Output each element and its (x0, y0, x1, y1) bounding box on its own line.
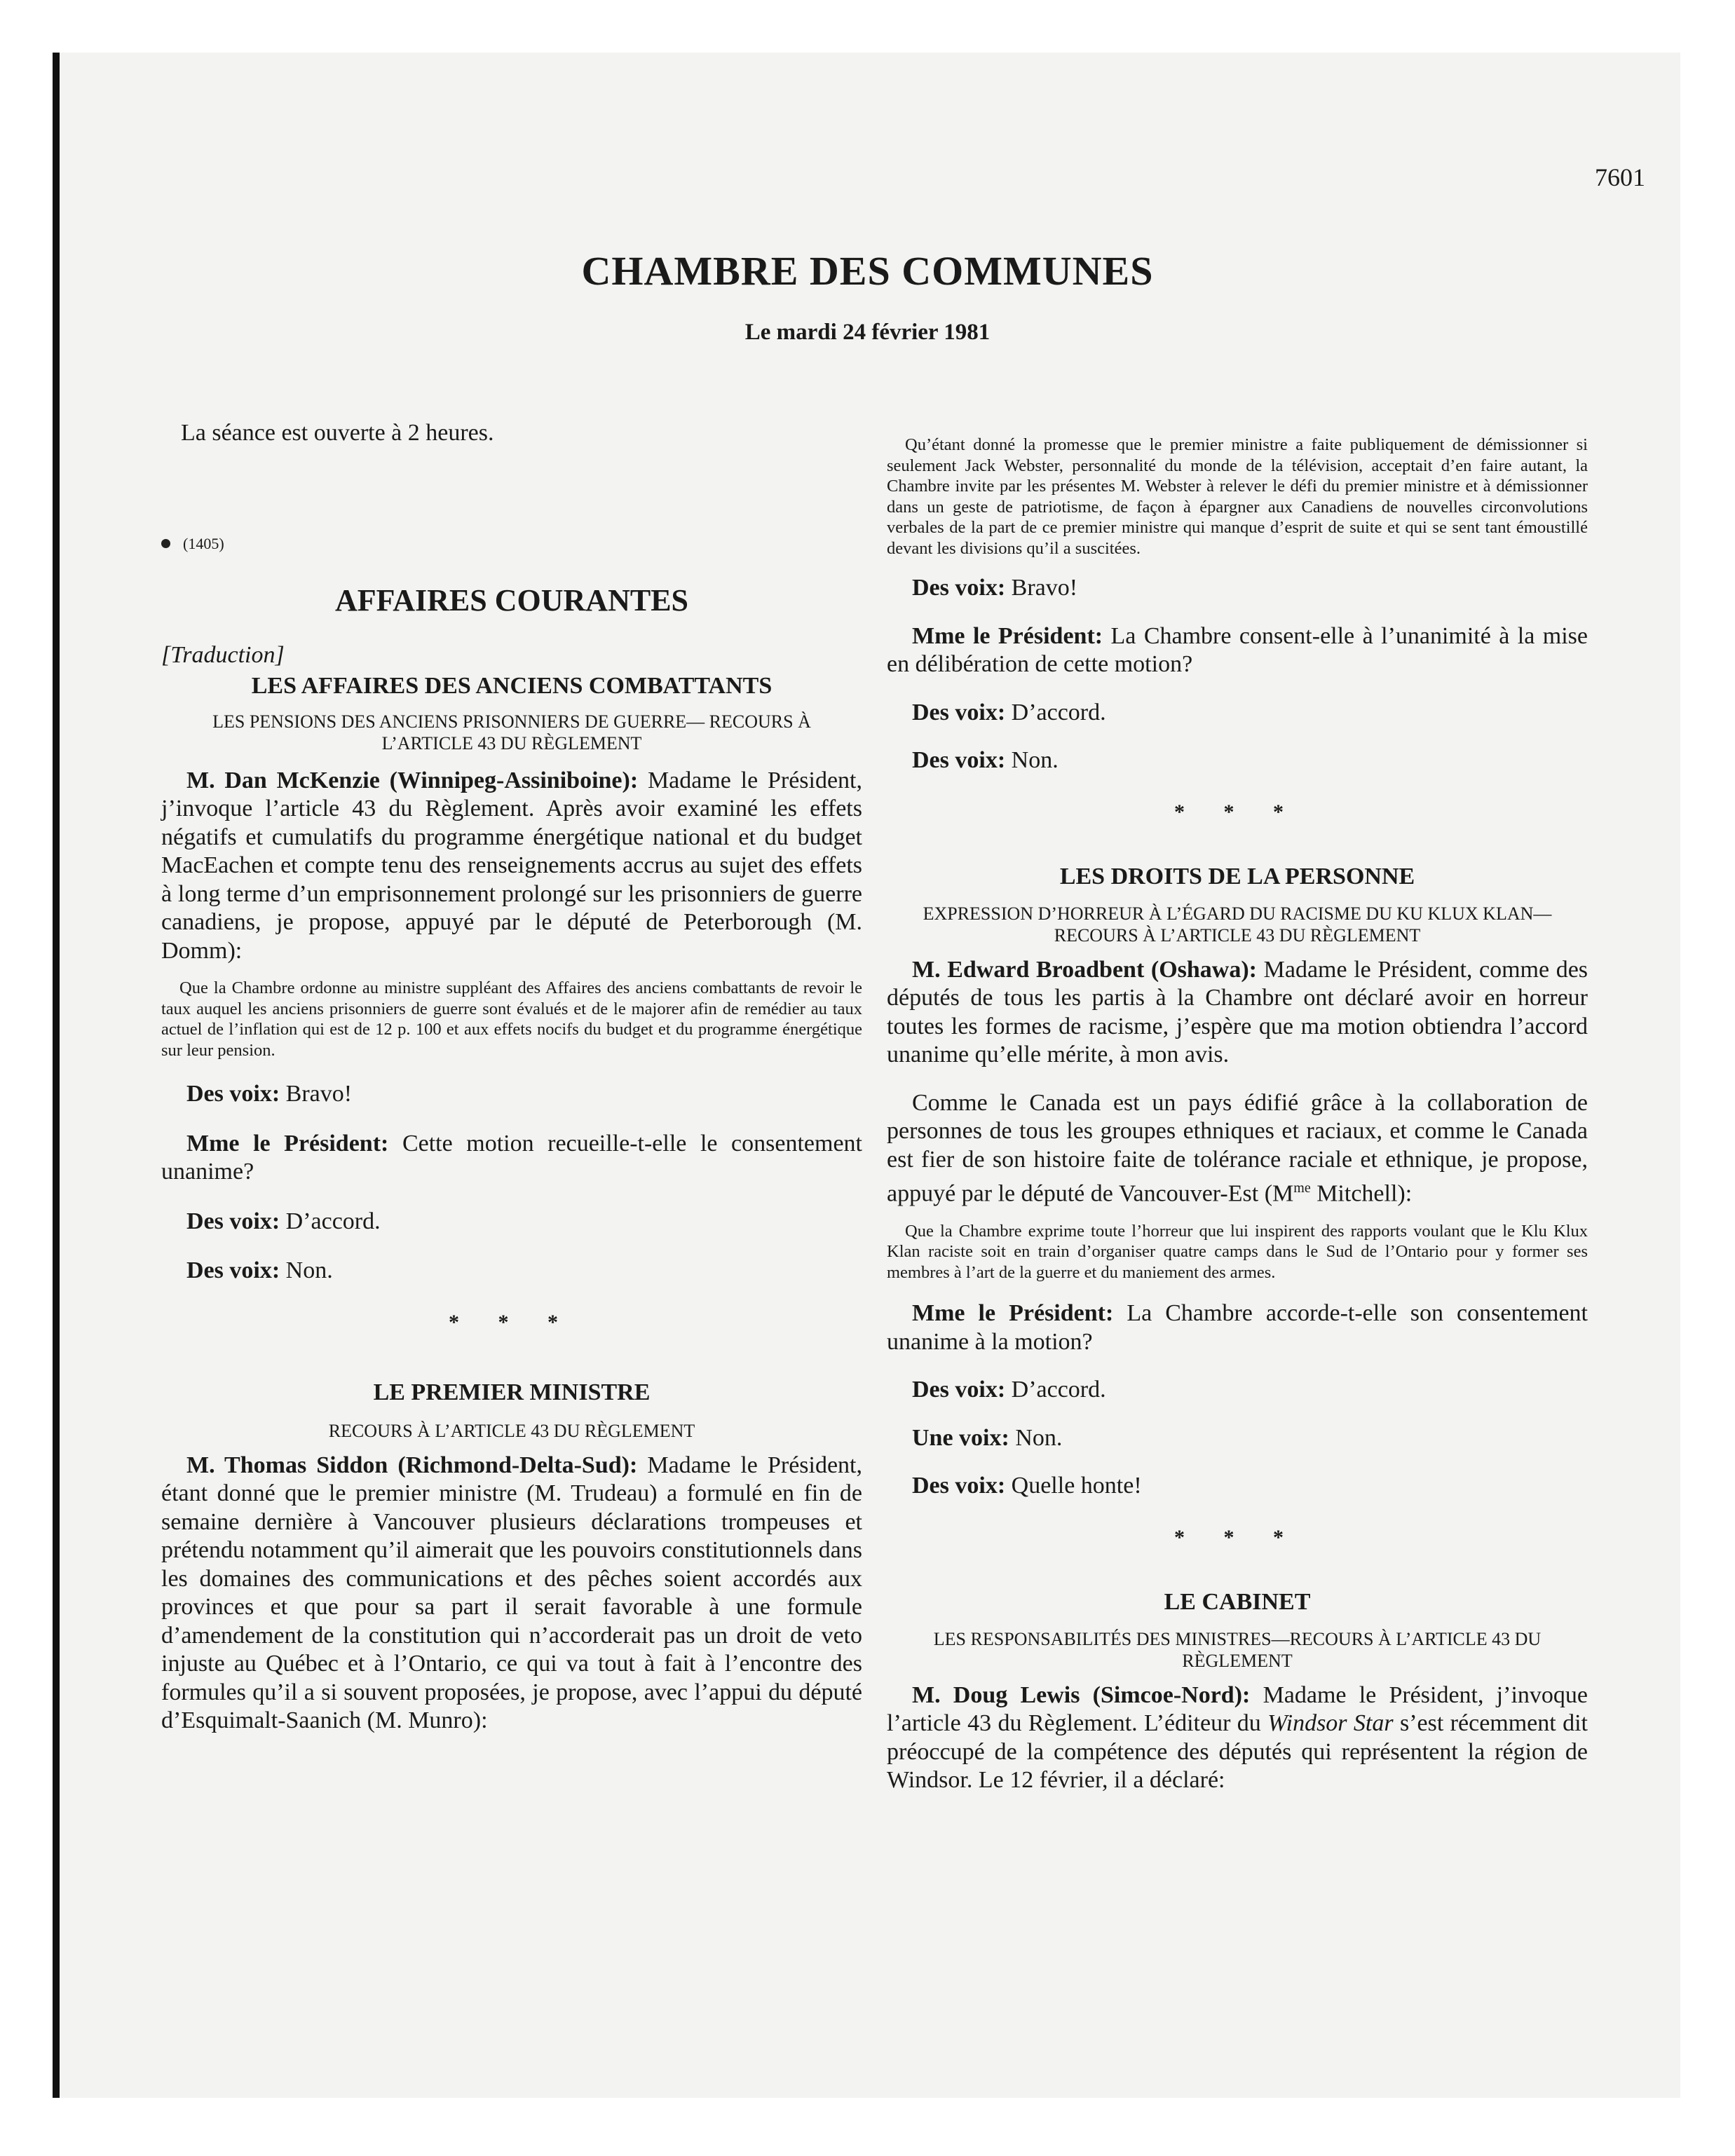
rights-heading: LES DROITS DE LA PERSONNE (1059, 863, 1415, 889)
speech-text: Non. (1011, 747, 1059, 773)
speech-text: La Chambre accorde-t-elle son consentement unanime à la motion? (887, 1300, 1588, 1355)
speaker-name: Mme le Président: (912, 622, 1103, 649)
broadbent-speech-2 (887, 1089, 1588, 1208)
speaker-name: Des voix: (186, 1208, 280, 1234)
right-column (887, 419, 1588, 1795)
siddon-speech (161, 1452, 862, 1735)
exchange-line (161, 1208, 862, 1236)
speaker-name: Des voix: (912, 747, 1006, 773)
left-column (161, 419, 862, 1735)
speaker-name: M. Thomas Siddon (Richmond-Delta-Sud): (186, 1452, 638, 1478)
speech-text: Madame le Président, j’invoque l’article 43 du Règlement. L’éditeur du (887, 1681, 1588, 1737)
exchange-line (887, 1376, 1588, 1405)
lewis-speech (887, 1681, 1588, 1795)
exchange-line (887, 574, 1588, 603)
speech-text: Bravo! (285, 1081, 353, 1107)
speaker-name: Des voix: (186, 1081, 280, 1107)
exchange-line (887, 1424, 1588, 1453)
section-separator: * * * (449, 1310, 575, 1334)
speaker-name: M. Edward Broadbent (Oshawa): (912, 956, 1257, 983)
section-title: AFFAIRES COURANTES (334, 582, 689, 618)
exchange-line (887, 622, 1588, 679)
speech-text: Madame le Président, comme des députés de tous les partis à la Chambre ont déclaré avoir en horreur toutes les formes de racisme, j’espère que ma motion obtiendra l’accord unanime qu’elle mérite, à mon avis. (887, 956, 1588, 1067)
speaker-name: Des voix: (912, 699, 1006, 725)
speech-text: D’accord. (1011, 1377, 1106, 1403)
speech-text: Non. (1015, 1424, 1063, 1451)
mckenzie-speech (161, 767, 862, 966)
speech-text: D’accord. (1011, 699, 1106, 725)
speaker-name: Mme le Président: (912, 1300, 1114, 1327)
speech-text: Comme le Canada est un pays édifié grâce à la collaboration de personnes de tous les groupes ethniques et raciaux, et comme le Canada est fier de son histoire faite de tolérance raciale et ethnique, je propose, appuyé par le député de Vancouver-Est (M (887, 1089, 1588, 1207)
time-marker (161, 535, 862, 553)
pm-motion: Qu’étant donné la promesse que le premier ministre a faite publiquement de démissionner si seulement Jack Webster, personnalité du monde de la télévision, acceptait d’en faire autant, la Chambre invite par les présentes M. Webster à relever le défi du premier ministre et à démissionner dans un geste de patriotisme, de façon à épargner aux Canadiens de nouvelles circonvolutions verbales de la part de ce premier ministre qui manque d’esprit de suite et qui se sent tant émoustillé devant les divisions qu’il a suscitées. (887, 435, 1588, 558)
speaker-name: Des voix: (912, 1377, 1006, 1403)
speaker-name: Mme le Président: (186, 1130, 389, 1157)
sitting-date: Le mardi 24 février 1981 (744, 320, 991, 345)
speaker-name: Des voix: (186, 1257, 280, 1283)
veterans-motion: Que la Chambre ordonne au ministre suppléant des Affaires des anciens combattants de revoir le taux auquel les anciens prisonniers de guerre sont évalués et de le majorer afin de remédier au taux actuel de l’inflation qui est de 12 p. 100 et aux effets nocifs du budget et du programme énergétique sur leur pension. (161, 978, 862, 1060)
rights-motion: Que la Chambre exprime toute l’horreur que lui inspirent des rapports voulant que le Klu Klux Klan raciste soit en train d’organiser quatre camps dans le Sud de l’Ontario pour y former ses membres à l’art de la guerre et du maniement des armes. (887, 1221, 1588, 1282)
bullet-icon (161, 539, 170, 548)
exchange-line (887, 1472, 1588, 1501)
section-separator: * * * (1174, 1525, 1300, 1549)
speech-text-end: s’est récemment dit préoccupé de la compétence des députés qui représentent la région de Windsor. Le 12 février, il a déclaré: (887, 1710, 1588, 1794)
speaker-name: Une voix: (912, 1424, 1009, 1451)
section-separator: * * * (1174, 800, 1300, 824)
exchange-line (887, 1299, 1588, 1356)
exchange-line (887, 699, 1588, 728)
pm-subheading: RECOURS À L’ARTICLE 43 DU RÈGLEMENT (328, 1420, 695, 1441)
exchange-line (887, 746, 1588, 775)
speaker-name: M. Dan McKenzie (Winnipeg-Assiniboine): (186, 767, 639, 793)
page-number: 7601 (1595, 163, 1645, 191)
cabinet-heading: LE CABINET (1164, 1588, 1311, 1615)
binding-edge (53, 53, 60, 2098)
veterans-heading: LES AFFAIRES DES ANCIENS COMBATTANTS (251, 672, 773, 699)
speech-text: Non. (285, 1257, 333, 1283)
speaker-name: M. Doug Lewis (Simcoe-Nord): (912, 1681, 1251, 1708)
speech-text: Madame le Président, étant donné que le premier ministre (M. Trudeau) a formulé en fin de semaine dernière à Vancouver plusieurs déclarations trompeuses et prétendu notamment qu’il aimerait que les pouvoirs constitutionnels dans les domaines des communications et des pêches soient accordés aux provinces et que pour sa part il serait favorable à une formule d’amendement de la constitution qui n’accorderait pas un droit de veto injuste au Québec et à l’Ontario, ce qui va tout à fait à l’encontre des formules qu’il a si souvent proposées, je propose, avec l’appui du député d’Esquimalt-Saanich (M. Munro): (161, 1452, 862, 1733)
speech-text: D’accord. (285, 1208, 381, 1234)
speech-text: Madame le Président, j’invoque l’article 43 du Règlement. Après avoir examiné les effets négatifs et cumulatifs du programme énergétique national et du budget MacEachen et compte tenu des renseignements accrus au sujet des effets à long terme d’un emprisonnement prolongé sur les prisonniers de guerre canadiens, je propose, appuyé par le député de Peterborough (M. Domm): (161, 767, 862, 964)
newspaper-title: Windsor Star (1267, 1710, 1394, 1737)
exchange-line (161, 1130, 862, 1187)
translation-note: [Traduction] (161, 641, 285, 668)
speaker-name: Des voix: (912, 575, 1006, 601)
time-marker-text: (1405) (183, 534, 224, 552)
speech-text: Bravo! (1011, 575, 1078, 601)
superscript: me (1293, 1180, 1311, 1196)
cabinet-subheading: LES RESPONSABILITÉS DES MINISTRES—RECOURS À L’ARTICLE 43 DU RÈGLEMENT (933, 1628, 1542, 1671)
veterans-subheading: LES PENSIONS DES ANCIENS PRISONNIERS DE GUERRE— RECOURS À L’ARTICLE 43 DU RÈGLEMENT (212, 711, 811, 753)
exchange-line (161, 1080, 862, 1109)
exchange-line (161, 1257, 862, 1285)
opening-line: La séance est ouverte à 2 heures. (181, 420, 494, 446)
broadbent-speech (887, 956, 1588, 1070)
document-title: CHAMBRE DES COMMUNES (581, 248, 1154, 294)
speech-text-end: Mitchell): (1310, 1180, 1413, 1207)
speaker-name: Des voix: (912, 1473, 1006, 1499)
speech-text: Cette motion recueille-t-elle le consentement unanime? (161, 1130, 862, 1185)
rights-subheading: EXPRESSION D’HORREUR À L’ÉGARD DU RACISME DU KU KLUX KLAN—RECOURS À L’ARTICLE 43 DU RÈGLEMENT (923, 903, 1552, 946)
pm-heading: LE PREMIER MINISTRE (373, 1379, 651, 1405)
speech-text: La Chambre consent-elle à l’unanimité à la mise en délibération de cette motion? (887, 622, 1588, 677)
speech-text: Quelle honte! (1011, 1473, 1142, 1499)
